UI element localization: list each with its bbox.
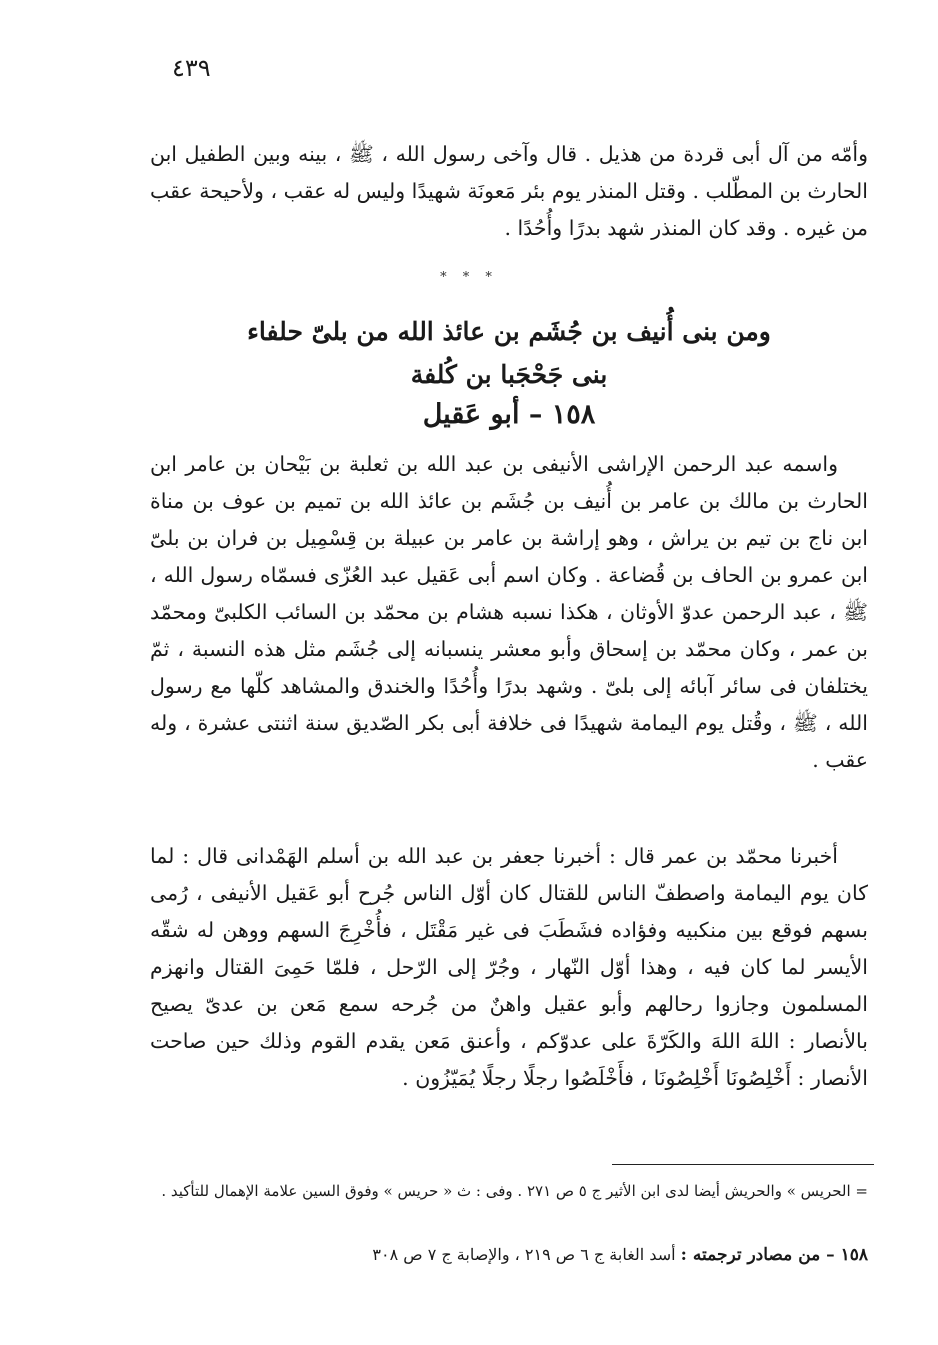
paragraph-intro [150, 136, 868, 247]
section-heading-line-1: ومن بنى أُنيف بن جُشَم بن عائذ الله من بلىّ حلفاء [247, 317, 771, 346]
page-number: ٤٣٩ [172, 54, 211, 82]
paragraph-narration-text: أخبرنا محمّد بن عمر قال : أخبرنا جعفر بن عبد الله بن أسلم الهَمْدانى قال : لما كان يوم اليمامة واصطفّ الناس للقتال كان أوّل الناس جُرح أبو عَقيل الأنيفى ، رُمى بسهم فوقع بين منكبيه وفؤاده فشَطَبَ فى غير مَقْتَل ، فأُخْرِجَ السهم ووهن له شقّه الأيسر لما كان فيه ، وهذا أوّل النّهار ، وجُرّ إلى الرّحل ، فلمّا حَمِىَ القتال وانهزم المسلمون وجازوا رحالهم وأبو عقيل واهنٌ من جُرحه سمع مَعن بن عدىّ يصيح بالأنصار : اللهَ اللهَ والكَرّةَ على عدوّكم ، وأعنق مَعن يقدم القوم وذلك حين صاحت الأنصار : أَخْلِصُونَا أَخْلِصُونَا ، فأَخْلَصُوا رجلًا رجلًا يُمَيّزُون . [150, 844, 868, 1090]
source-note-text: أسد الغابة ج ٦ ص ٢١٩ ، والإصابة ج ٧ ص ٣٠٨ [372, 1245, 676, 1264]
paragraph-genealogy-text: واسمه عبد الرحمن الإراشى الأنيفى بن عبد الله بن ثعلبة بن بَيْحان بن عامر ابن الحارث بن مالك بن عامر بن أُنيف بن جُشَم بن عائذ الله بن تميم بن عوف بن مناة ابن ناج بن تيم بن يراش ، وهو إراشة بن عامر بن عبيلة بن قِسْمِيل بن فران بن بلىّ ابن عمرو بن الحاف بن قُضاعة . وكان اسم أبى عَقيل عبد العُزّى فسمّاه رسول الله ، ﷺ ، عبد الرحمن عدوّ الأوثان ، هكذا نسبه هشام بن محمّد بن السائب الكلبىّ ومحمّد بن عمر ، وكان محمّد بن إسحاق وأبو معشر ينسبانه إلى جُشَم مثل هذه النسبة ، ثمّ يختلفان فى سائر آبائه إلى بلىّ . وشهد بدرًا وأُحُدًا والخندق والمشاهد كلّها مع رسول الله ، ﷺ ، وقُتل يوم اليمامة شهيدًا فى خلافة أبى بكر الصّديق سنة اثنتى عشرة ، وله عقب . [150, 452, 868, 772]
paragraph-genealogy [150, 446, 868, 779]
source-note [150, 1241, 868, 1269]
entry-title: ١٥٨ – أبو عَقيل [422, 399, 596, 430]
paragraph-narration [150, 838, 868, 1097]
footnote-text: = الحريس » والحريش أيضا لدى ابن الأثير ج ٥ ص ٢٧١ . وفى : ث « حريس » وفوق السين علامة الإهمال للتأكيد . [161, 1182, 868, 1200]
paragraph-intro-text: وأمّه من آل أبى قردة من هذيل . قال وآخى رسول الله ، ﷺ ، بينه وبين الطفيل ابن الحارث بن المطّلب . وقتل المنذر يوم بئر مَعونَة شهيدًا وليس له عقب ، ولأحيحة عقب من غيره . وقد كان المنذر شهد بدرًا وأُحُدًا . [150, 142, 868, 240]
section-heading-line-2: بنى جَحْجَبا بن كُلفة [410, 360, 608, 389]
footnote [150, 1178, 868, 1205]
source-note-label: ١٥٨ – من مصادر ترجمته : [680, 1245, 868, 1265]
footnote-divider [612, 1164, 874, 1165]
section-separator: * * * [440, 270, 498, 285]
